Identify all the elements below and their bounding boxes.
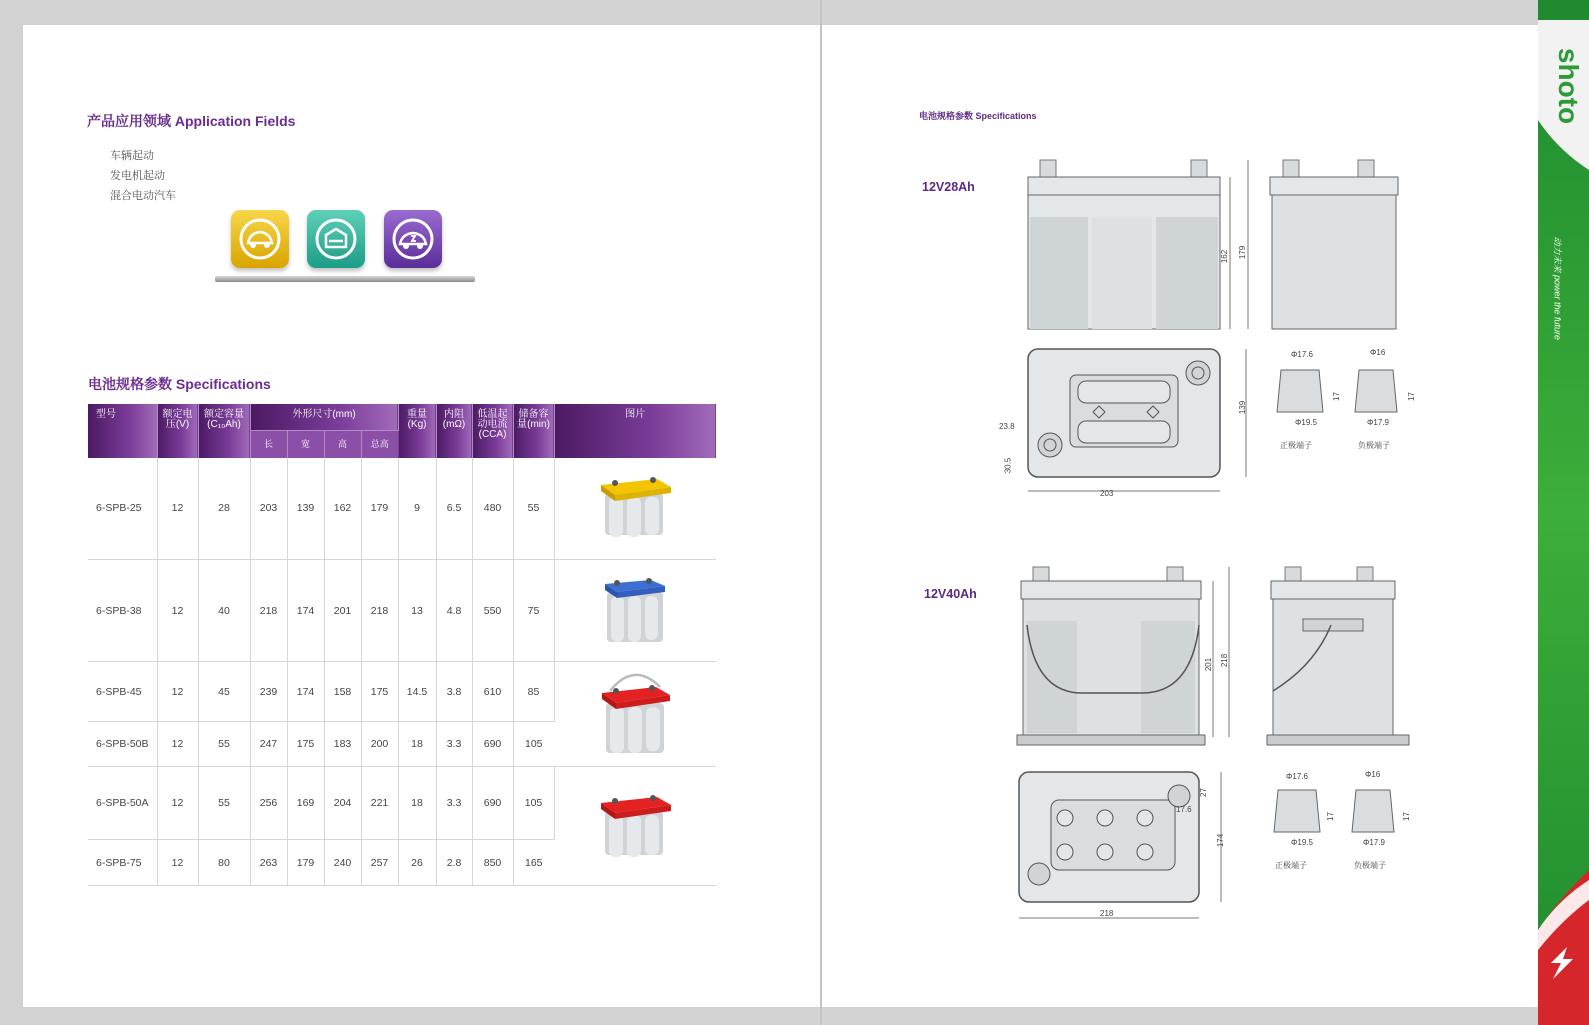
battery-photo-cell bbox=[554, 662, 716, 767]
header-width: 宽 bbox=[287, 430, 324, 458]
brand-side-strip bbox=[1538, 0, 1589, 1025]
cell-length: 263 bbox=[250, 840, 287, 886]
negative-terminal-label: 负极端子 bbox=[1358, 441, 1390, 450]
battery-top-view-40ah bbox=[1015, 770, 1245, 935]
generator-icon bbox=[307, 210, 365, 268]
battery-side-view-40ah bbox=[1265, 565, 1415, 755]
cell-total-height: 200 bbox=[361, 722, 398, 767]
table-row bbox=[88, 458, 716, 560]
dim-side-offset: 17.6 bbox=[1176, 805, 1192, 814]
header-total-height: 总高 bbox=[361, 430, 398, 458]
cell-capacity: 28 bbox=[198, 458, 250, 560]
dim-pos-top-diameter: Φ17.6 bbox=[1286, 772, 1308, 781]
cell-resistance: 3.3 bbox=[436, 767, 472, 840]
cell-weight: 18 bbox=[398, 722, 436, 767]
cell-height: 240 bbox=[324, 840, 361, 886]
cell-length: 239 bbox=[250, 662, 287, 722]
dim-height: 162 bbox=[1220, 249, 1230, 264]
cell-voltage: 12 bbox=[157, 840, 198, 886]
cell-cca: 850 bbox=[472, 840, 513, 886]
dim-top-offset: 27 bbox=[1198, 788, 1208, 797]
cell-resistance: 6.5 bbox=[436, 458, 472, 560]
brand-slogan: 动力未来 power the future bbox=[1552, 236, 1563, 341]
dim-terminal-offset-y: 30.5 bbox=[1003, 457, 1013, 474]
brand-logo: shoto bbox=[1553, 47, 1585, 125]
cell-resistance: 3.3 bbox=[436, 722, 472, 767]
battery-photo-cell bbox=[554, 458, 716, 560]
header-capacity: 额定容量(C₁₀Ah) bbox=[198, 404, 250, 458]
dim-pos-top-diameter: Φ17.6 bbox=[1291, 350, 1313, 359]
cell-width: 175 bbox=[287, 722, 324, 767]
dim-length: 203 bbox=[1100, 489, 1114, 498]
header-image: 图片 bbox=[554, 404, 716, 458]
dim-neg-base-diameter: Φ17.9 bbox=[1363, 838, 1385, 847]
right-specifications-title: 电池规格参数 Specifications bbox=[919, 111, 1037, 121]
cell-width: 179 bbox=[287, 840, 324, 886]
dim-total-height: 179 bbox=[1238, 245, 1248, 260]
cell-length: 203 bbox=[250, 458, 287, 560]
battery-red-top-handle-image bbox=[596, 667, 674, 759]
cell-cca: 480 bbox=[472, 458, 513, 560]
battery-photo-cell bbox=[554, 560, 716, 662]
positive-terminal-label: 正极端子 bbox=[1275, 861, 1307, 870]
negative-terminal-label: 负极端子 bbox=[1354, 861, 1386, 870]
cell-height: 204 bbox=[324, 767, 361, 840]
cell-resistance: 4.8 bbox=[436, 560, 472, 662]
cell-model: 6-SPB-75 bbox=[88, 840, 157, 886]
dim-terminal-offset-x: 23.8 bbox=[999, 422, 1015, 431]
header-dimensions: 外形尺寸(mm) bbox=[250, 404, 398, 430]
cell-capacity: 40 bbox=[198, 560, 250, 662]
cell-model: 6-SPB-45 bbox=[88, 662, 157, 722]
header-cca: 低温起动电流(CCA) bbox=[472, 404, 513, 458]
cell-capacity: 45 bbox=[198, 662, 250, 722]
dim-pos-base-diameter: Φ19.5 bbox=[1291, 838, 1313, 847]
cell-length: 256 bbox=[250, 767, 287, 840]
header-height: 高 bbox=[324, 430, 361, 458]
dim-terminal-height: 17 bbox=[1401, 812, 1411, 821]
cell-total-height: 175 bbox=[361, 662, 398, 722]
cell-weight: 14.5 bbox=[398, 662, 436, 722]
cell-model: 6-SPB-50A bbox=[88, 767, 157, 840]
dim-total-height: 218 bbox=[1220, 653, 1230, 668]
dim-depth: 174 bbox=[1216, 833, 1226, 848]
cell-reserve: 85 bbox=[513, 662, 554, 722]
application-fields-title: 产品应用领域 Application Fields bbox=[87, 113, 296, 129]
battery-photo-cell bbox=[554, 767, 716, 886]
car-icon bbox=[231, 210, 289, 268]
application-list bbox=[110, 146, 176, 206]
table-row bbox=[88, 560, 716, 662]
cell-weight: 18 bbox=[398, 767, 436, 840]
terminal-details-28ah bbox=[1275, 360, 1425, 420]
cell-capacity: 80 bbox=[198, 840, 250, 886]
header-weight: 重量(Kg) bbox=[398, 404, 436, 458]
icon-shelf-bar bbox=[215, 276, 475, 282]
cell-total-height: 218 bbox=[361, 560, 398, 662]
cell-resistance: 2.8 bbox=[436, 840, 472, 886]
cell-reserve: 75 bbox=[513, 560, 554, 662]
cell-total-height: 257 bbox=[361, 840, 398, 886]
positive-terminal-label: 正极端子 bbox=[1280, 441, 1312, 450]
cell-model: 6-SPB-25 bbox=[88, 458, 157, 560]
cell-reserve: 165 bbox=[513, 840, 554, 886]
hybrid-car-icon bbox=[384, 210, 442, 268]
cell-weight: 13 bbox=[398, 560, 436, 662]
cell-model: 6-SPB-50B bbox=[88, 722, 157, 767]
terminal-details-40ah bbox=[1272, 782, 1422, 842]
cell-height: 158 bbox=[324, 662, 361, 722]
battery-red-top-image bbox=[595, 789, 675, 861]
dim-neg-top-diameter: Φ16 bbox=[1365, 770, 1381, 779]
battery-top-view-28ah bbox=[1020, 345, 1260, 505]
cell-model: 6-SPB-38 bbox=[88, 560, 157, 662]
header-reserve: 储备容量(min) bbox=[513, 404, 554, 458]
cell-resistance: 3.8 bbox=[436, 662, 472, 722]
application-item: 车辆起动 bbox=[110, 150, 154, 162]
cell-voltage: 12 bbox=[157, 560, 198, 662]
battery-yellow-top-image bbox=[595, 471, 675, 543]
cell-voltage: 12 bbox=[157, 722, 198, 767]
cell-weight: 9 bbox=[398, 458, 436, 560]
cell-reserve: 105 bbox=[513, 767, 554, 840]
header-voltage: 额定电压(V) bbox=[157, 404, 198, 458]
application-item: 混合电动汽车 bbox=[110, 190, 176, 202]
dim-terminal-height: 17 bbox=[1331, 392, 1341, 401]
cell-width: 139 bbox=[287, 458, 324, 560]
specifications-title: 电池规格参数 Specifications bbox=[88, 376, 271, 392]
cell-cca: 550 bbox=[472, 560, 513, 662]
model-label-12v28ah: 12V28Ah bbox=[922, 180, 975, 194]
dim-neg-top-diameter: Φ16 bbox=[1370, 348, 1386, 357]
cell-width: 174 bbox=[287, 560, 324, 662]
cell-height: 183 bbox=[324, 722, 361, 767]
cell-cca: 690 bbox=[472, 767, 513, 840]
dim-length: 218 bbox=[1100, 909, 1114, 918]
table-row bbox=[88, 662, 716, 722]
header-resistance: 内阻(mΩ) bbox=[436, 404, 472, 458]
cell-voltage: 12 bbox=[157, 767, 198, 840]
dim-pos-base-diameter: Φ19.5 bbox=[1295, 418, 1317, 427]
application-item: 发电机起动 bbox=[110, 170, 165, 182]
battery-front-view-28ah bbox=[1020, 155, 1260, 340]
model-label-12v40ah: 12V40Ah bbox=[924, 587, 977, 601]
table-row bbox=[88, 767, 716, 840]
dim-height: 201 bbox=[1204, 657, 1214, 672]
cell-reserve: 105 bbox=[513, 722, 554, 767]
cell-cca: 610 bbox=[472, 662, 513, 722]
cell-weight: 26 bbox=[398, 840, 436, 886]
cell-total-height: 221 bbox=[361, 767, 398, 840]
spec-table bbox=[88, 404, 716, 886]
battery-blue-top-image bbox=[599, 572, 671, 646]
cell-cca: 690 bbox=[472, 722, 513, 767]
cell-height: 201 bbox=[324, 560, 361, 662]
cell-total-height: 179 bbox=[361, 458, 398, 560]
cell-capacity: 55 bbox=[198, 767, 250, 840]
cell-height: 162 bbox=[324, 458, 361, 560]
cell-reserve: 55 bbox=[513, 458, 554, 560]
cell-length: 218 bbox=[250, 560, 287, 662]
cell-capacity: 55 bbox=[198, 722, 250, 767]
battery-side-view-28ah bbox=[1268, 155, 1418, 340]
cell-length: 247 bbox=[250, 722, 287, 767]
cell-voltage: 12 bbox=[157, 662, 198, 722]
cell-voltage: 12 bbox=[157, 458, 198, 560]
cell-width: 169 bbox=[287, 767, 324, 840]
brand-mark-icon bbox=[1545, 945, 1579, 981]
dim-neg-base-diameter: Φ17.9 bbox=[1367, 418, 1389, 427]
header-model: 型号 bbox=[88, 404, 157, 458]
dim-depth: 139 bbox=[1238, 400, 1248, 415]
dim-terminal-height: 17 bbox=[1406, 392, 1416, 401]
header-length: 长 bbox=[250, 430, 287, 458]
cell-width: 174 bbox=[287, 662, 324, 722]
dim-terminal-height: 17 bbox=[1325, 812, 1335, 821]
